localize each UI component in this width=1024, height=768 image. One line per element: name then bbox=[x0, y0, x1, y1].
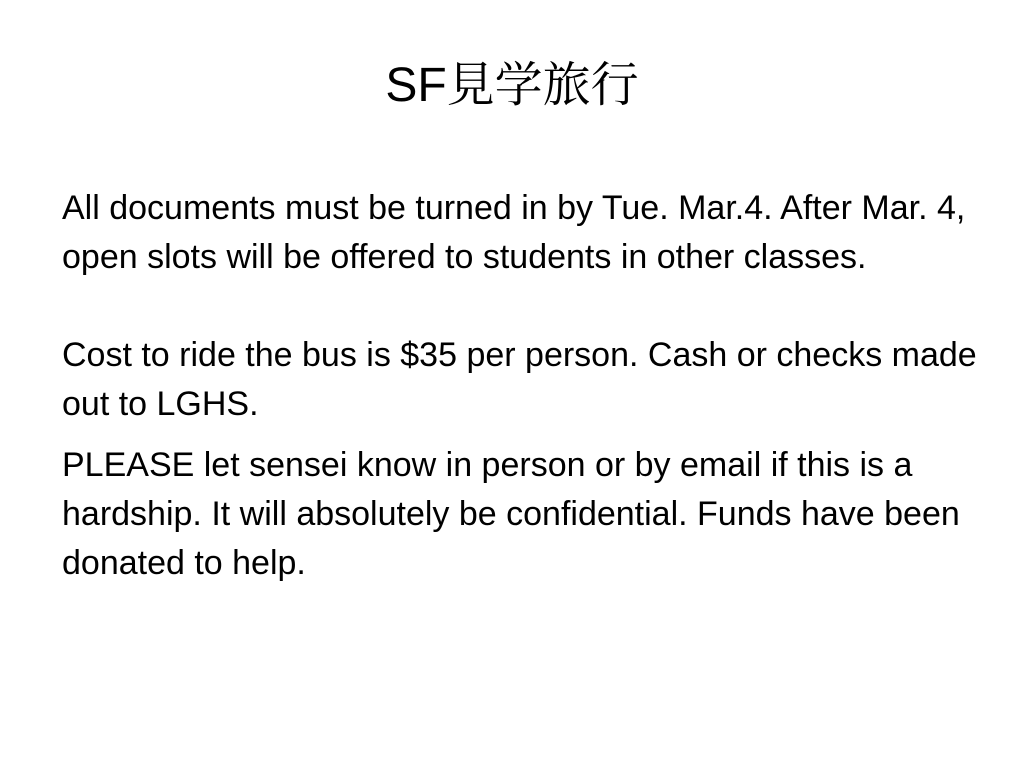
slide-body bbox=[62, 184, 982, 588]
slide-title: SF見学旅行 bbox=[385, 59, 639, 112]
paragraph-hardship-note: PLEASE let sensei know in person or by email if this is a hardship. It will absolutely be confidential. Funds have been donated to help. bbox=[62, 446, 960, 582]
paragraph-document-deadline: All documents must be turned in by Tue. Mar.4. After Mar. 4, open slots will be offered to students in other classes. bbox=[62, 189, 966, 276]
paragraph-bus-cost: Cost to ride the bus is $35 per person. Cash or checks made out to LGHS. bbox=[62, 336, 977, 423]
